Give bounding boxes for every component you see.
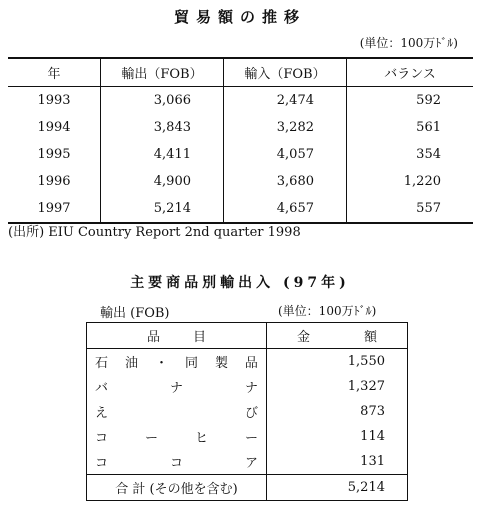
table-row [8,87,473,115]
header-year: 年 [8,58,101,87]
cell-imports: 4,057 [224,141,347,168]
header-amount [267,323,408,349]
table-row [87,449,408,475]
cell-imports: 2,474 [224,87,347,115]
cell-amount: 1,550 [267,349,408,375]
cell-item [87,449,267,475]
item-char: 目 [192,330,206,345]
cell-imports: 3,680 [224,168,347,195]
item-char: ア [244,456,258,471]
cell-amount: 131 [267,449,408,475]
item-char: ナ [169,381,183,396]
cell-item [87,349,267,375]
cell-balance: 557 [347,195,474,223]
total-label: 合 計 (その他を含む) [87,475,267,501]
trade-unit: (単位：100万ﾄﾞﾙ) [359,36,458,50]
item-char: 金 [297,330,311,345]
item-char: び [244,406,258,421]
table-row [8,114,473,141]
cell-year: 1993 [37,93,71,108]
item-char: コ [169,456,183,471]
item-char: 品 [147,330,161,345]
cell-balance: 1,220 [347,168,474,195]
trade-table [8,57,473,224]
trade-header-row [8,58,473,87]
table-row [87,374,408,399]
cell-balance: 354 [347,141,474,168]
item-char: ヒ [194,431,208,446]
item-char: 同 [184,356,198,371]
cell-item [87,374,267,399]
table-row [87,349,408,375]
exports-sub-label: 輸出 (FOB) [100,306,170,321]
cell-imports: 3,282 [224,114,347,141]
header-imports: 輸入（FOB） [224,58,347,87]
cell-balance: 561 [347,114,474,141]
cell-exports: 3,066 [101,87,224,115]
exports-unit: (単位：100万ﾄﾞﾙ) [278,304,377,318]
cell-item [87,424,267,449]
item-char: 品 [244,356,258,371]
total-amount: 5,214 [267,475,408,501]
header-amount-text [267,326,407,345]
exports-table [86,322,408,501]
table-row [8,141,473,168]
item-char: コ [95,431,109,446]
table-row [87,424,408,449]
item-text [95,352,258,371]
cell-year: 1995 [37,147,71,162]
item-char: ナ [244,381,258,396]
item-char: 石 [95,356,109,371]
trade-title: 貿易額の推移 [173,8,306,26]
exports-title: 主要商品別輸出入 (97年) [130,275,350,291]
item-text [95,402,258,421]
header-item [87,323,267,349]
header-item-text [87,326,266,345]
item-text [95,427,258,446]
exports-header-row [87,323,408,349]
cell-exports: 4,900 [101,168,224,195]
cell-year: 1997 [37,201,71,216]
item-text [95,452,258,471]
cell-year: 1996 [37,174,71,189]
total-row [87,475,408,501]
cell-item [87,399,267,424]
item-char: え [95,406,109,421]
item-char: 額 [363,330,377,345]
cell-year: 1994 [37,120,71,135]
cell-amount: 1,327 [267,374,408,399]
cell-exports: 3,843 [101,114,224,141]
trade-source-note: (出所) EIU Country Report 2nd quarter 1998 [8,225,301,240]
table-row [8,168,473,195]
item-char: バ [95,381,109,396]
item-char: 油 [124,356,138,371]
item-char: ・ [154,356,168,371]
cell-balance: 592 [347,87,474,115]
cell-exports: 5,214 [101,195,224,223]
item-char: ー [144,431,158,446]
item-char: 製 [214,356,228,371]
item-char: コ [95,456,109,471]
cell-exports: 4,411 [101,141,224,168]
item-text [95,377,258,396]
item-char: ー [244,431,258,446]
table-row [87,399,408,424]
cell-imports: 4,657 [224,195,347,223]
cell-amount: 114 [267,424,408,449]
table-row [8,195,473,223]
header-exports: 輸出（FOB） [101,58,224,87]
cell-amount: 873 [267,399,408,424]
header-balance: バランス [347,58,474,87]
